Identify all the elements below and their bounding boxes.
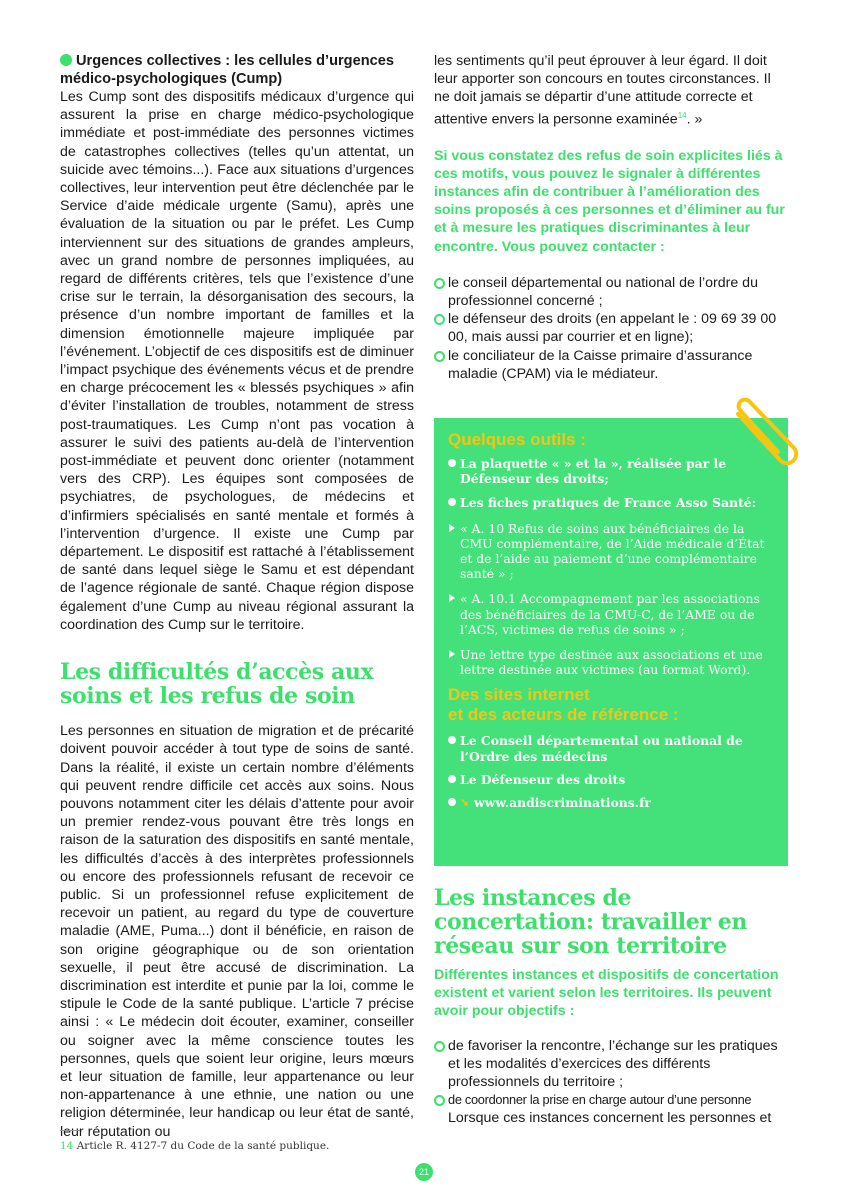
cursor-icon: ➘ xyxy=(460,796,470,810)
instances-last-line: Lorsque ces instances concernent les personnes et xyxy=(448,1110,772,1127)
bullet-dot-icon xyxy=(60,54,72,66)
bullet-dot-icon xyxy=(448,798,456,806)
tools-title: Quelques outils : xyxy=(448,430,586,449)
list-item: le conciliateur de la Caisse primaire d’assurance maladie (CPAM) via le médiateur. xyxy=(434,347,788,383)
contacts-list xyxy=(434,274,788,383)
right-column xyxy=(434,52,788,383)
section-title-instances: Les instances de concertation: travailler en réseau sur son territoire xyxy=(434,885,747,959)
tool-item: La plaquette « » et la », réalisée par le Défenseur des droits; xyxy=(448,456,778,486)
bullet-dot-icon xyxy=(448,498,456,506)
cump-heading: Urgences collectives : les cellules d’urgences médico-psychologiques (Cump) xyxy=(60,53,394,87)
site-item-link[interactable]: ➘ www.andiscriminations.fr xyxy=(448,795,778,810)
triangle-bullet-icon xyxy=(449,650,455,658)
quote-continuation: les sentiments qu’il peut éprouver à leur égard. Il doit leur apporter son concours en toutes circonstances. Il ne doit jamais se départir d’une attitude correcte et attentive envers la personne examinée$^{14}$. » xyxy=(434,53,771,128)
ring-bullet-icon xyxy=(434,314,445,325)
left-column xyxy=(60,52,414,1141)
list-item: le défenseur des droits (en appelant le : 09 69 39 00 00, mais aussi par courrier et en ligne); xyxy=(434,310,788,346)
site-item: Le Défenseur des droits xyxy=(448,772,778,787)
footnote-ref[interactable]: 14 xyxy=(677,110,687,120)
instances-section xyxy=(434,886,788,1128)
tool-item: « A. 10 Refus de soins aux bénéficiaires de la CMU complémentaire, de l’Aide médicale d’État et de l’aide au paiement d’une complémentaire santé » ; xyxy=(448,521,778,582)
refus-intro: Si vous constatez des refus de soin explicites liés à ces motifs, vous pouvez le signaler à différentes instances afin de contribuer à l’amélioration des soins proposés à ces personnes et d’éliminer au fur et à mesure les pratiques discriminantes à leur encontre. Vous pouvez contacter : xyxy=(434,147,785,255)
tools-box xyxy=(434,418,788,866)
bullet-dot-icon xyxy=(448,775,456,783)
ring-bullet-icon xyxy=(434,351,445,362)
cump-paragraph: Les Cump sont des dispositifs médicaux d’urgence qui assurent la prise en charge médico-psychologique immédiate et post-immédiate des personnes victimes de catastrophes collectives (telles qu’un attentat, un suicide avec témoins...). Face aux situations d’urgences collectives, leur intervention peut être déclenchée par le Service d’aide médicale urgente (Samu), après une évaluation de la situation ou par le préfet. Les Cump interviennent sur des situations de grandes ampleurs, avec un grand nombre de personnes impliquées, au regard de différents critères, tels que l’existence d’une crise sur le terrain, la désorganisation des secours, la présence d’un nombre important de familles et la dimension émotionnelle majeure impliquée par l’événement. L’objectif de ces dispositifs est de diminuer l’impact psychique des événements vécus et de prendre en charge précocement les « blessés psychiques » afin d’éviter l’installation de troubles, notamment de stress post-traumatiques. Les Cump n’ont pas vocation à assurer le suivi des patients au-delà de l’intervention post-immédiate et peuvent donc orienter (notamment vers des CRP). Les équipes sont composées de psychiatres, de psychologues, de médecins et d’infirmiers spécialisés en santé mentale et formés à l’intervention d’urgence. Il existe une Cump par département. Le dispositif est rattaché à l’établissement de santé dans lequel siège le Samu et est dépendant de l’agence régionale de santé. Chaque région dispose également d’une Cump au niveau régional assurant la coordination des Cump sur le territoire. xyxy=(60,89,414,633)
triangle-bullet-icon xyxy=(449,524,455,532)
sites-title: Des sites internet et des acteurs de référence : xyxy=(448,685,679,725)
paperclip-icon xyxy=(728,396,804,468)
tool-item: Les fiches pratiques de France Asso Santé: xyxy=(448,495,778,510)
ring-bullet-icon xyxy=(434,278,445,289)
triangle-bullet-icon xyxy=(449,594,455,602)
bullet-dot-icon xyxy=(448,459,456,467)
list-item: de coordonner la prise en charge autour d’une personne xyxy=(434,1091,788,1109)
bullet-dot-icon xyxy=(448,736,456,744)
instances-intro: Différentes instances et dispositifs de concertation existent et varient selon les territoires. Ils peuvent avoir pour objectifs : xyxy=(434,967,779,1020)
access-paragraph: Les personnes en situation de migration et de précarité doivent pouvoir accéder à tout type de soins de santé. Dans la réalité, il existe un certain nombre d’éléments qui peuvent rendre difficile cet accès aux soins. Nous pouvons notamment citer les délais d’attente pour avoir un premier rendez-vous pouvant être très longs en raison de la saturation des dispositifs en santé mentale, les difficultés d’accès à des interprètes professionnels ou encore des professionnels refusant de recevoir ce public. Si un professionnel refuse explicitement de recevoir un patient, au regard du type de couverture maladie (AME, Puma...) dont il bénéficie, en raison de son origine géographique ou de son orientation sexuelle, il peut être accusé de discrimination. La discrimination est interdite et punie par la loi, comme le stipule le Code de la santé publique. L’article 7 précise ainsi : « Le médecin doit écouter, examiner, conseiller ou soigner avec la même conscience toutes les personnes, quels que soient leur origine, leurs mœurs et leur situation de famille, leur appartenance ou leur non-appartenance à une ethnie, une nation ou une religion déterminée, leur handicap ou leur état de santé, leur réputation ou xyxy=(60,723,414,1140)
objectives-list xyxy=(434,1037,788,1110)
ring-bullet-icon xyxy=(434,1095,445,1106)
ring-bullet-icon xyxy=(434,1041,445,1052)
tool-item: « A. 10.1 Accompagnement par les associations des bénéficiaires de la CMU-C, de l’AME ou de l’ACS, victimes de refus de soins » ; xyxy=(448,591,778,637)
footnote-divider xyxy=(60,1130,80,1131)
list-item: le conseil départemental ou national de l’ordre du professionnel concerné ; xyxy=(434,274,788,310)
footnote: 14 Article R. 4127-7 du Code de la santé publique. xyxy=(60,1140,330,1152)
section-title-access: Les difficultés d’accès aux soins et les refus de soin xyxy=(60,659,374,710)
page-number: 21 xyxy=(415,1163,433,1181)
site-item: Le Conseil départemental ou national de l’Ordre des médecins xyxy=(448,733,778,763)
list-item: de favoriser la rencontre, l’échange sur les pratiques et les modalités d’exercices des différents professionnels du territoire ; xyxy=(434,1037,788,1092)
tool-item: Une lettre type destinée aux associations et une lettre destinée aux victimes (au format Word). xyxy=(448,647,778,677)
